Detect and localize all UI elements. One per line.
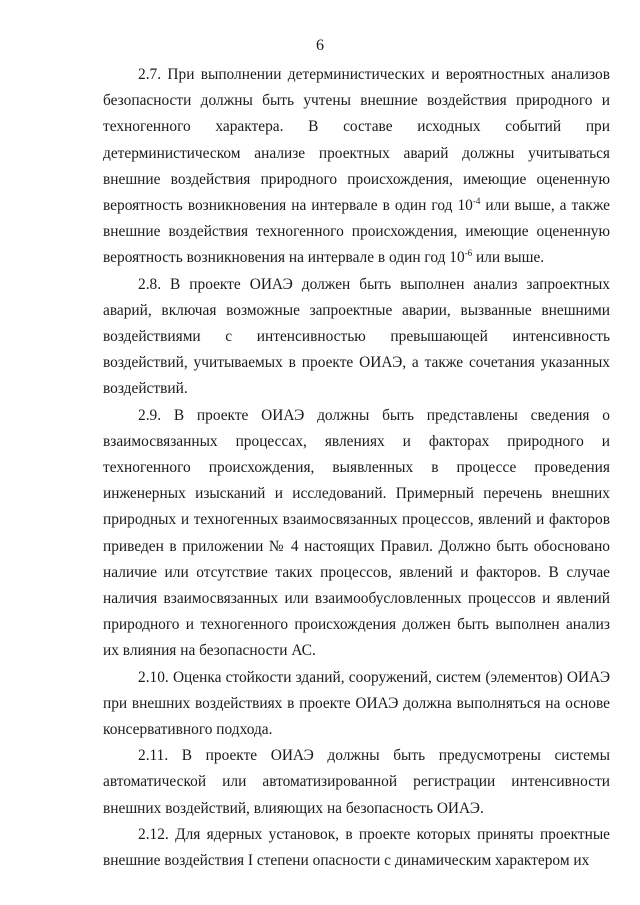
paragraph-2-7 <box>103 62 610 272</box>
paragraph-2-8: 2.8. В проекте ОИАЭ должен быть выполнен анализ запроектных аварий, включая возможные запроектные аварии, вызванные внешними воздействиями с интенсивностью превышающей интенсивность воздействий, учитываемых в проекте ОИАЭ, а также сочетания указанных воздействий. <box>103 275 610 398</box>
paragraph-2-12: 2.12. Для ядерных установок, в проекте которых приняты проектные внешние воздействия I степени опасности с динамическим характером их <box>103 825 610 870</box>
paragraph-2-9: 2.9. В проекте ОИАЭ должны быть представлены сведения о взаимосвязанных процессах, явлениях и факторах природного и техногенного происхождения, выявленных в процессе проведения инженерных изысканий и исследований. Примерный перечень внешних природных и техногенных взаимосвязанных процессов, явлений и факторов приведен в приложении № 4 настоящих Правил. Должно быть обосновано наличие или отсутствие таких процессов, явлений и факторов. В случае наличия взаимосвязанных или взаимообусловленных процессов и явлений природного и техногенного происхождения должен быть выполнен анализ их влияния на безопасности АС. <box>103 406 610 660</box>
paragraph-2-7-text-2: или выше, а также внешние воздействия техногенного происхождения, имеющие оцененную вероятность возникновения на интервале в один год 10 <box>103 197 611 267</box>
page-number: 6 <box>316 37 324 54</box>
paragraph-2-11: 2.11. В проекте ОИАЭ должны быть предусмотрены системы автоматической или автоматизированной регистрации интенсивности внешних воздействий, влияющих на безопасность ОИАЭ. <box>103 747 610 817</box>
paragraph-2-7-text-3: или выше. <box>472 249 545 267</box>
paragraph-2-7-text-1: 2.7. При выполнении детерминистических и вероятностных анализов безопасности должны быть учтены внешние воздействия природного и техногенного характера. В составе исходных событий при детерминистическом анализе проектных аварий должны учитываться внешние воздействия природного происхождения, имеющие оцененную вероятность возникновения на интервале в один год 10 <box>103 66 610 215</box>
exponent-minus-4: -4 <box>472 196 481 207</box>
document-body <box>103 62 610 874</box>
exponent-minus-6: -6 <box>464 248 473 259</box>
paragraph-2-10: 2.10. Оценка стойкости зданий, сооружений, систем (элементов) ОИАЭ при внешних воздействиях в проекте ОИАЭ должна выполняться на основе консервативного подхода. <box>103 668 610 739</box>
